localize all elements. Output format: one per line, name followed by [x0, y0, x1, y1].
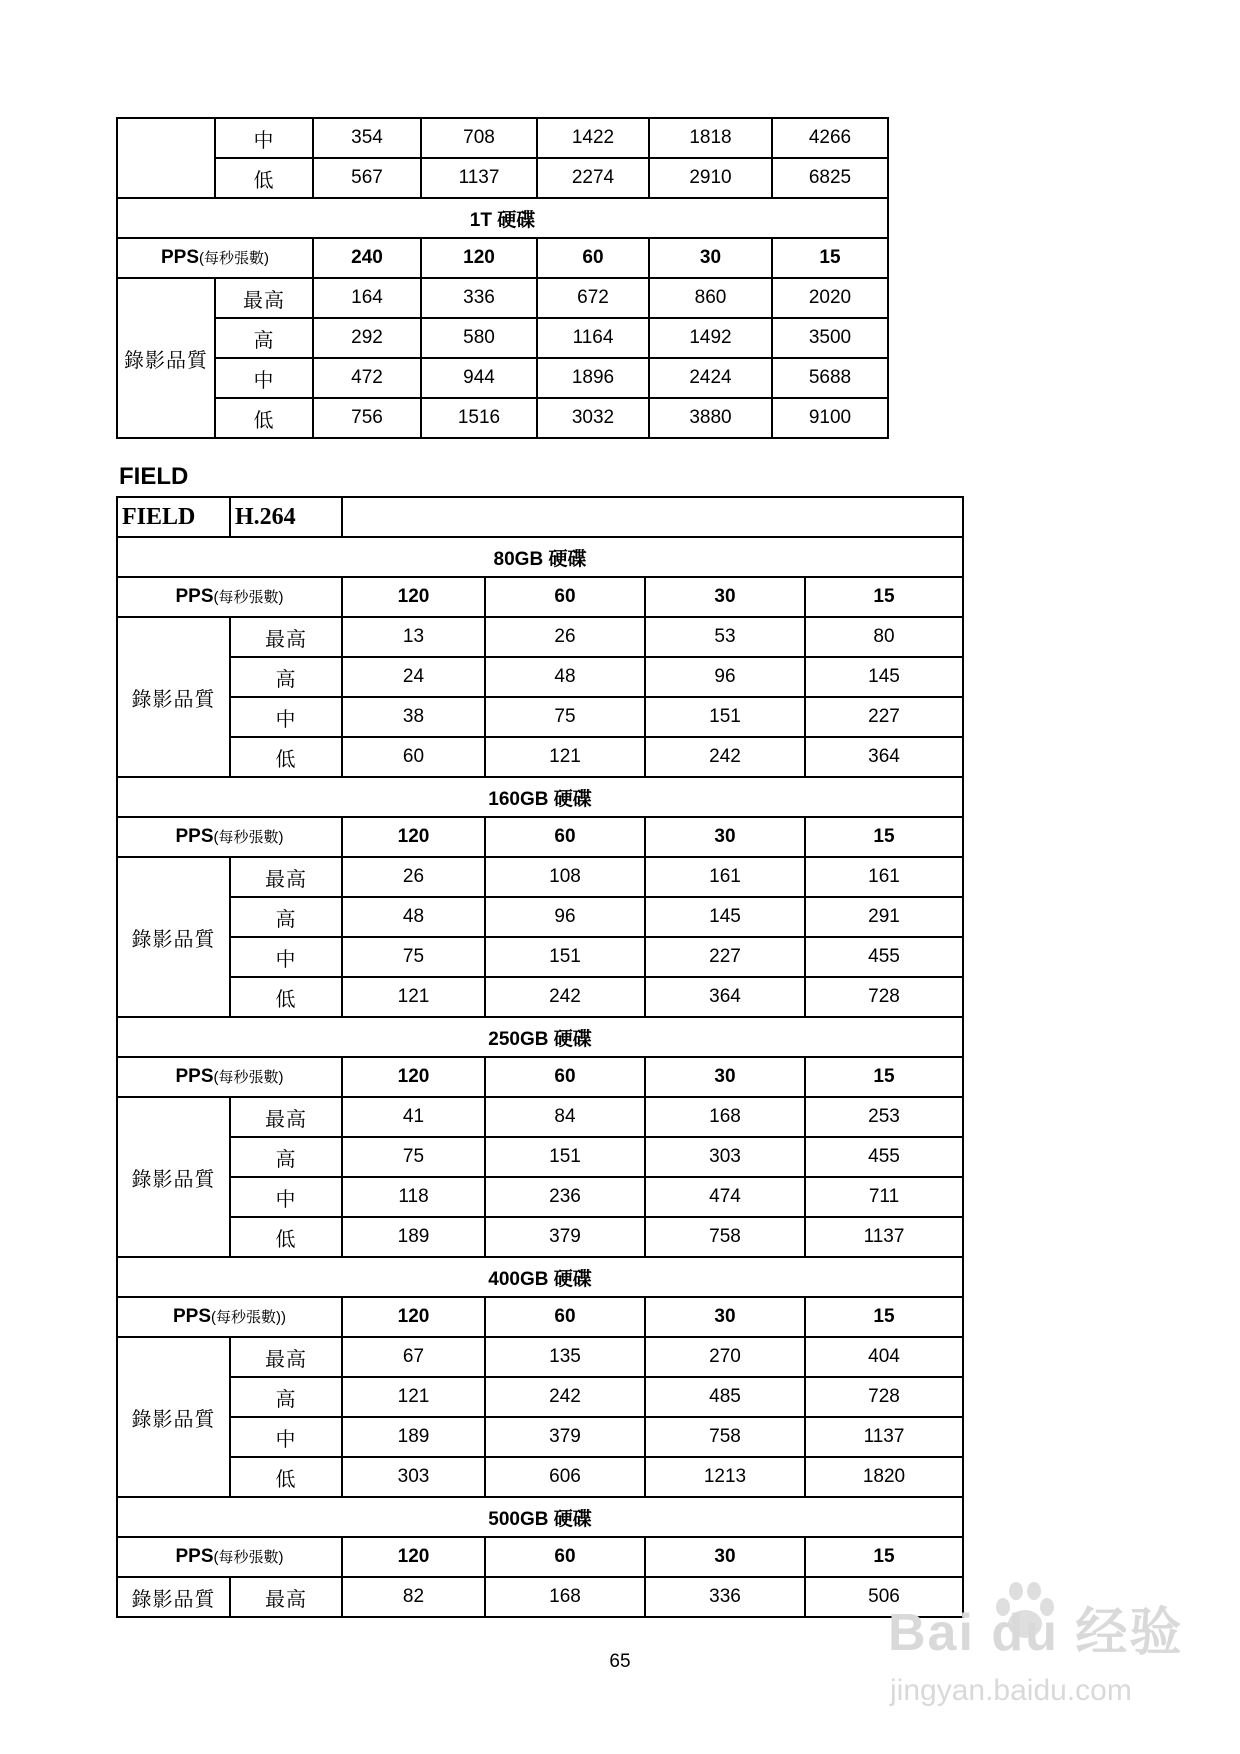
pps-value: 15	[772, 238, 888, 278]
table-row	[117, 1177, 963, 1217]
pps-value: 30	[649, 238, 772, 278]
value-cell: 758	[645, 1217, 805, 1257]
value-cell: 75	[342, 937, 485, 977]
table-row	[117, 977, 963, 1017]
pps-value: 60	[485, 1537, 645, 1577]
table-row	[117, 118, 888, 158]
value-cell: 121	[485, 737, 645, 777]
value-cell: 9100	[772, 398, 888, 438]
value-cell: 168	[485, 1577, 645, 1617]
pps-row	[117, 577, 963, 617]
table-row	[117, 1137, 963, 1177]
section-title-row	[117, 198, 888, 238]
pps-label: PPS	[175, 1066, 214, 1087]
quality-level-label: 中	[215, 118, 313, 158]
value-cell: 1137	[805, 1417, 963, 1457]
value-cell: 1164	[537, 318, 649, 358]
value-cell: 5688	[772, 358, 888, 398]
value-cell: 108	[485, 857, 645, 897]
value-cell: 26	[342, 857, 485, 897]
value-cell: 474	[645, 1177, 805, 1217]
pps-value: 30	[645, 1537, 805, 1577]
value-cell: 455	[805, 1137, 963, 1177]
value-cell: 242	[645, 737, 805, 777]
pps-header-cell	[117, 1537, 342, 1577]
section-title: 80GB 硬碟	[117, 537, 963, 577]
pps-value: 15	[805, 577, 963, 617]
value-cell: 253	[805, 1097, 963, 1137]
table-row	[117, 278, 888, 318]
value-cell: 145	[805, 657, 963, 697]
pps-header-cell	[117, 238, 313, 278]
value-cell: 48	[485, 657, 645, 697]
quality-label: 錄影品質	[117, 278, 215, 438]
pps-value: 15	[805, 817, 963, 857]
pps-value: 60	[485, 1297, 645, 1337]
quality-level-label: 高	[230, 657, 342, 697]
pps-value: 60	[485, 577, 645, 617]
pps-value: 30	[645, 1057, 805, 1097]
section-title: 160GB 硬碟	[117, 777, 963, 817]
value-cell: 236	[485, 1177, 645, 1217]
value-cell: 1896	[537, 358, 649, 398]
value-cell: 145	[645, 897, 805, 937]
pps-value: 30	[645, 1297, 805, 1337]
table-row	[117, 358, 888, 398]
value-cell: 472	[313, 358, 421, 398]
quality-level-label: 低	[215, 158, 313, 198]
value-cell: 168	[645, 1097, 805, 1137]
value-cell: 60	[342, 737, 485, 777]
pps-suffix: (每秒張數)	[213, 829, 284, 846]
table-row	[117, 1097, 963, 1137]
watermark-main-text: Bai du 经验	[888, 1604, 1184, 1662]
value-cell: 1820	[805, 1457, 963, 1497]
quality-level-label: 低	[215, 398, 313, 438]
pps-header-cell	[117, 577, 342, 617]
quality-level-label: 低	[230, 1217, 342, 1257]
quality-level-label: 中	[230, 1177, 342, 1217]
field-capacity-table	[116, 496, 964, 1618]
value-cell: 3500	[772, 318, 888, 358]
quality-level-label: 高	[230, 1137, 342, 1177]
pps-row	[117, 238, 888, 278]
quality-level-label: 最高	[215, 278, 313, 318]
value-cell: 756	[313, 398, 421, 438]
quality-label: 錄影品質	[117, 617, 230, 777]
pps-value: 120	[342, 817, 485, 857]
value-cell: 41	[342, 1097, 485, 1137]
section-title: 1T 硬碟	[117, 198, 888, 238]
value-cell: 6825	[772, 158, 888, 198]
value-cell: 292	[313, 318, 421, 358]
value-cell: 270	[645, 1337, 805, 1377]
pps-label: PPS	[175, 1546, 214, 1567]
value-cell: 189	[342, 1217, 485, 1257]
value-cell: 161	[645, 857, 805, 897]
value-cell: 164	[313, 278, 421, 318]
value-cell: 13	[342, 617, 485, 657]
value-cell: 708	[421, 118, 537, 158]
value-cell: 38	[342, 697, 485, 737]
value-cell: 26	[485, 617, 645, 657]
value-cell: 1137	[421, 158, 537, 198]
pps-value: 120	[342, 1537, 485, 1577]
pps-header-cell	[117, 1297, 342, 1337]
pps-row	[117, 1297, 963, 1337]
value-cell: 151	[645, 697, 805, 737]
value-cell: 1818	[649, 118, 772, 158]
section-title: 400GB 硬碟	[117, 1257, 963, 1297]
value-cell: 364	[645, 977, 805, 1017]
value-cell: 364	[805, 737, 963, 777]
header-empty-cell	[342, 497, 963, 537]
value-cell: 336	[645, 1577, 805, 1617]
section-title: 250GB 硬碟	[117, 1017, 963, 1057]
table-row	[117, 1417, 963, 1457]
value-cell: 860	[649, 278, 772, 318]
value-cell: 2910	[649, 158, 772, 198]
table-row	[117, 1217, 963, 1257]
value-cell: 242	[485, 1377, 645, 1417]
value-cell: 189	[342, 1417, 485, 1457]
value-cell: 161	[805, 857, 963, 897]
value-cell: 75	[485, 697, 645, 737]
table-row	[117, 897, 963, 937]
value-cell: 2274	[537, 158, 649, 198]
watermark-url-text: jingyan.baidu.com	[890, 1674, 1132, 1707]
value-cell: 303	[342, 1457, 485, 1497]
value-cell: 303	[645, 1137, 805, 1177]
quality-label: 錄影品質	[117, 1577, 230, 1617]
value-cell: 580	[421, 318, 537, 358]
table-row	[117, 697, 963, 737]
quality-level-label: 最高	[230, 1577, 342, 1617]
pps-value: 120	[342, 1297, 485, 1337]
pps-suffix: (每秒張數)	[199, 250, 270, 267]
value-cell: 672	[537, 278, 649, 318]
value-cell: 2424	[649, 358, 772, 398]
table-row	[117, 857, 963, 897]
quality-level-label: 中	[230, 1417, 342, 1457]
value-cell: 728	[805, 977, 963, 1017]
section-title-row	[117, 1257, 963, 1297]
codec-label: H.264	[230, 497, 342, 537]
value-cell: 1137	[805, 1217, 963, 1257]
pps-suffix: (每秒張數)	[213, 1069, 284, 1086]
value-cell: 1516	[421, 398, 537, 438]
pps-row	[117, 1537, 963, 1577]
table-row	[117, 657, 963, 697]
value-cell: 485	[645, 1377, 805, 1417]
quality-level-label: 高	[230, 897, 342, 937]
field-heading: FIELD	[119, 463, 189, 490]
quality-level-label: 低	[230, 1457, 342, 1497]
quality-level-label: 高	[230, 1377, 342, 1417]
value-cell: 1422	[537, 118, 649, 158]
value-cell: 2020	[772, 278, 888, 318]
pps-label: PPS	[160, 247, 200, 268]
value-cell: 455	[805, 937, 963, 977]
value-cell: 3880	[649, 398, 772, 438]
quality-label: 錄影品質	[117, 1337, 230, 1497]
pps-value: 120	[342, 577, 485, 617]
table-row	[117, 158, 888, 198]
table-row	[117, 1577, 963, 1617]
section-title-row	[117, 537, 963, 577]
value-cell: 227	[805, 697, 963, 737]
pps-value: 240	[313, 238, 421, 278]
pps-label: PPS	[172, 1306, 212, 1327]
pps-value: 30	[645, 817, 805, 857]
value-cell: 135	[485, 1337, 645, 1377]
value-cell: 1492	[649, 318, 772, 358]
table-row	[117, 937, 963, 977]
pps-suffix: (每秒張數)	[213, 1549, 284, 1566]
pps-value: 15	[805, 1537, 963, 1577]
pps-suffix: (每秒張數))	[211, 1309, 287, 1326]
quality-level-label: 最高	[230, 617, 342, 657]
quality-label-continued	[117, 118, 215, 198]
table-row	[117, 1377, 963, 1417]
section-title-row	[117, 1017, 963, 1057]
section-title-row	[117, 777, 963, 817]
pps-suffix: (每秒張數)	[213, 589, 284, 606]
value-cell: 121	[342, 1377, 485, 1417]
pps-row	[117, 817, 963, 857]
table-row	[117, 318, 888, 358]
quality-label: 錄影品質	[117, 1097, 230, 1257]
value-cell: 354	[313, 118, 421, 158]
quality-level-label: 高	[215, 318, 313, 358]
value-cell: 711	[805, 1177, 963, 1217]
pps-value: 15	[805, 1057, 963, 1097]
value-cell: 944	[421, 358, 537, 398]
value-cell: 80	[805, 617, 963, 657]
table-row	[117, 617, 963, 657]
value-cell: 48	[342, 897, 485, 937]
pps-value: 60	[537, 238, 649, 278]
quality-level-label: 中	[230, 697, 342, 737]
value-cell: 728	[805, 1377, 963, 1417]
field-header-label: FIELD	[117, 497, 230, 537]
value-cell: 567	[313, 158, 421, 198]
value-cell: 67	[342, 1337, 485, 1377]
value-cell: 118	[342, 1177, 485, 1217]
section-title: 500GB 硬碟	[117, 1497, 963, 1537]
quality-level-label: 最高	[230, 1337, 342, 1377]
quality-level-label: 最高	[230, 1097, 342, 1137]
table-row	[117, 398, 888, 438]
value-cell: 606	[485, 1457, 645, 1497]
pps-value: 120	[421, 238, 537, 278]
value-cell: 379	[485, 1217, 645, 1257]
quality-level-label: 中	[230, 937, 342, 977]
quality-label: 錄影品質	[117, 857, 230, 1017]
field-header-row	[117, 497, 963, 537]
quality-level-label: 低	[230, 977, 342, 1017]
value-cell: 96	[485, 897, 645, 937]
pps-label: PPS	[175, 586, 214, 607]
baidu-watermark	[880, 1570, 1200, 1730]
pps-value: 120	[342, 1057, 485, 1097]
value-cell: 336	[421, 278, 537, 318]
value-cell: 96	[645, 657, 805, 697]
value-cell: 506	[805, 1577, 963, 1617]
quality-level-label: 最高	[230, 857, 342, 897]
pps-label: PPS	[175, 826, 214, 847]
section-title-row	[117, 1497, 963, 1537]
value-cell: 291	[805, 897, 963, 937]
value-cell: 4266	[772, 118, 888, 158]
value-cell: 121	[342, 977, 485, 1017]
value-cell: 75	[342, 1137, 485, 1177]
value-cell: 84	[485, 1097, 645, 1137]
table-row	[117, 737, 963, 777]
value-cell: 24	[342, 657, 485, 697]
pps-header-cell	[117, 1057, 342, 1097]
table-row	[117, 1337, 963, 1377]
value-cell: 404	[805, 1337, 963, 1377]
value-cell: 1213	[645, 1457, 805, 1497]
value-cell: 242	[485, 977, 645, 1017]
value-cell: 758	[645, 1417, 805, 1457]
top-capacity-table	[116, 117, 889, 439]
value-cell: 227	[645, 937, 805, 977]
quality-level-label: 中	[215, 358, 313, 398]
value-cell: 151	[485, 1137, 645, 1177]
pps-value: 60	[485, 1057, 645, 1097]
quality-level-label: 低	[230, 737, 342, 777]
page-number: 65	[609, 1651, 631, 1672]
table-row	[117, 1457, 963, 1497]
pps-header-cell	[117, 817, 342, 857]
value-cell: 3032	[537, 398, 649, 438]
value-cell: 379	[485, 1417, 645, 1457]
pps-value: 15	[805, 1297, 963, 1337]
pps-value: 30	[645, 577, 805, 617]
value-cell: 151	[485, 937, 645, 977]
pps-value: 60	[485, 817, 645, 857]
pps-row	[117, 1057, 963, 1097]
value-cell: 53	[645, 617, 805, 657]
value-cell: 82	[342, 1577, 485, 1617]
